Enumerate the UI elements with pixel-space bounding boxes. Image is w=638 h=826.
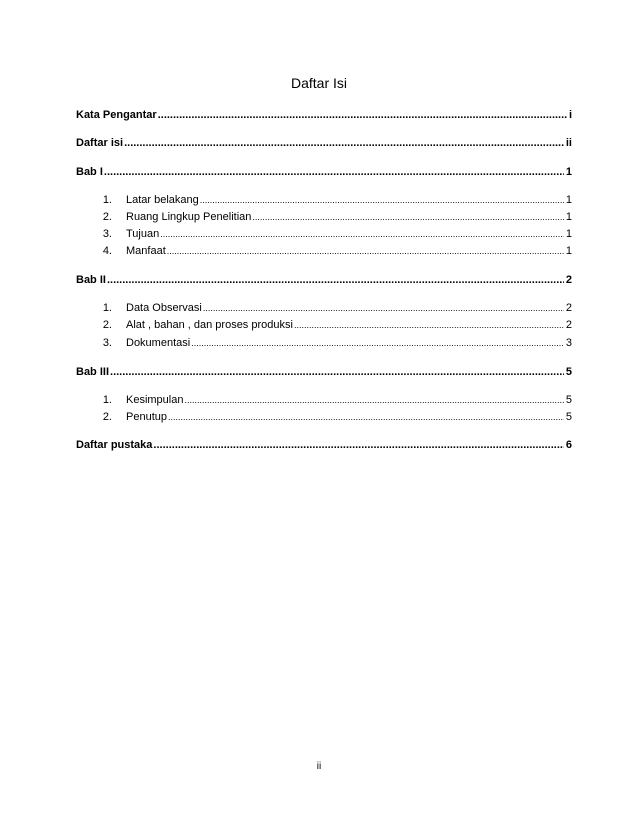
- toc-entry-page: 1: [565, 211, 572, 223]
- toc-subentry-penutup[interactable]: [90, 410, 572, 424]
- toc-entry-page: ii: [565, 137, 572, 149]
- toc-subentry-alat-bahan[interactable]: [90, 318, 572, 332]
- toc-entry-bab-1[interactable]: [76, 165, 572, 179]
- toc-entry-label: Bab II: [76, 274, 106, 286]
- toc-entry-page: 6: [565, 439, 572, 451]
- toc-subentry-tujuan[interactable]: [90, 227, 572, 241]
- toc-item-number: 1.: [102, 302, 112, 314]
- page-number: ii: [316, 761, 322, 772]
- toc-entry-page: 1: [565, 194, 572, 206]
- toc-entry-label: Data Observasi: [126, 302, 202, 314]
- toc-entry-page: 1: [565, 245, 572, 257]
- toc-entry-label: Daftar pustaka: [76, 439, 153, 451]
- toc-subentry-data-observasi[interactable]: [90, 301, 572, 315]
- toc-entry-label: Kata Pengantar: [76, 109, 157, 121]
- toc-entry-page: 1: [565, 228, 572, 240]
- toc-entry-page: 5: [565, 394, 572, 406]
- toc-entry-page: 5: [565, 411, 572, 423]
- dot-leader: [167, 244, 564, 258]
- dot-leader: [203, 301, 564, 315]
- toc-entry-page: 2: [565, 302, 572, 314]
- dot-leader: [153, 438, 563, 452]
- toc-entry-label: Daftar isi: [76, 137, 124, 149]
- dot-leader: [104, 165, 564, 179]
- toc-item-number: 1.: [102, 394, 112, 406]
- dot-leader: [184, 393, 563, 407]
- toc-item-number: 2.: [102, 319, 112, 331]
- toc-entry-bab-3[interactable]: [76, 365, 572, 379]
- toc-entry-daftar-pustaka[interactable]: [76, 438, 572, 452]
- dot-leader: [168, 410, 564, 424]
- toc-entry-bab-2[interactable]: [76, 273, 572, 287]
- dot-leader: [110, 365, 564, 379]
- toc-entry-label: Tujuan: [126, 228, 160, 240]
- toc-entry-label: Penutup: [126, 411, 167, 423]
- page-title: Daftar Isi: [290, 75, 347, 91]
- toc-subentry-dokumentasi[interactable]: [90, 336, 572, 350]
- toc-entry-label: Bab III: [76, 366, 110, 378]
- toc-entry-page: 2: [565, 319, 572, 331]
- toc-entry-label: Kesimpulan: [126, 394, 184, 406]
- dot-leader: [252, 210, 564, 224]
- dot-leader: [294, 318, 564, 332]
- toc-entry-page: 1: [565, 166, 572, 178]
- toc-entry-label: Latar belakang: [126, 194, 199, 206]
- toc-entry-page: 5: [565, 366, 572, 378]
- toc-entry-page: i: [568, 109, 572, 121]
- toc-entry-label: Ruang Lingkup Penelitian: [126, 211, 252, 223]
- toc-subentry-kesimpulan[interactable]: [90, 393, 572, 407]
- toc-subentry-ruang-lingkup[interactable]: [90, 210, 572, 224]
- dot-leader: [191, 336, 564, 350]
- toc-entry-label: Alat , bahan , dan proses produksi: [126, 319, 293, 331]
- toc-item-number: 2.: [102, 411, 112, 423]
- toc-item-number: 3.: [102, 337, 112, 349]
- dot-leader: [124, 136, 564, 150]
- toc-item-number: 1.: [102, 194, 112, 206]
- toc-entry-page: 2: [565, 274, 572, 286]
- toc-entry-page: 3: [565, 337, 572, 349]
- toc-entry-kata-pengantar[interactable]: [76, 108, 572, 122]
- toc-subentry-latar-belakang[interactable]: [90, 193, 572, 207]
- toc-item-number: 3.: [102, 228, 112, 240]
- toc-entry-daftar-isi[interactable]: [76, 136, 572, 150]
- toc-item-number: 4.: [102, 245, 112, 257]
- toc-entry-label: Bab I: [76, 166, 103, 178]
- dot-leader: [200, 193, 564, 207]
- toc-subentry-manfaat[interactable]: [90, 244, 572, 258]
- dot-leader: [107, 273, 564, 287]
- toc-entry-label: Manfaat: [126, 245, 166, 257]
- toc-item-number: 2.: [102, 211, 112, 223]
- dot-leader: [160, 227, 564, 241]
- toc-entry-label: Dokumentasi: [126, 337, 191, 349]
- dot-leader: [158, 108, 567, 122]
